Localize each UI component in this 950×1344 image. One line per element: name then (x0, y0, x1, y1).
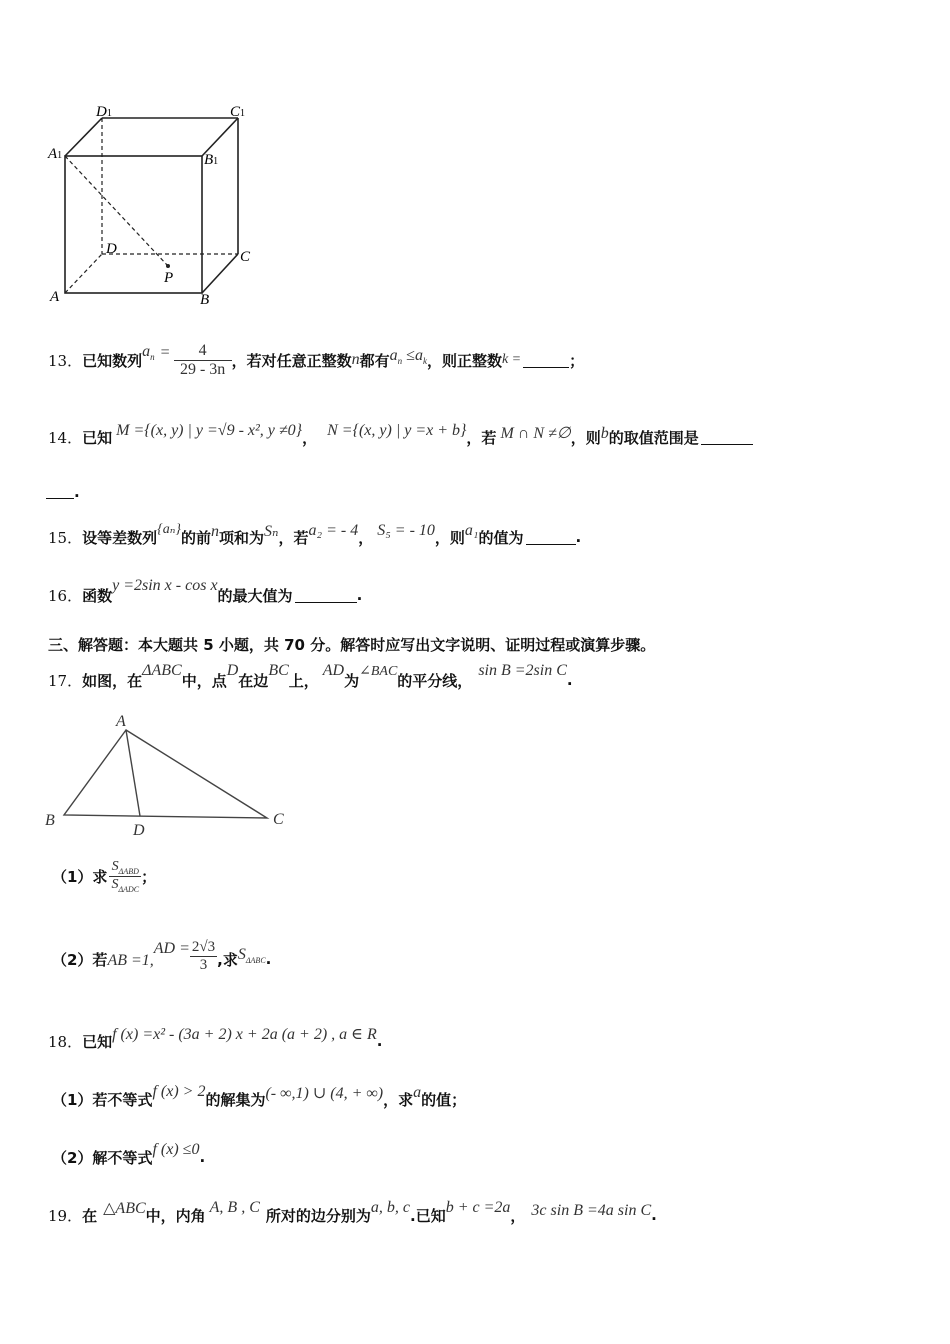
label-c1: C1 (230, 104, 246, 120)
question-14: 14． 已知 M ={(x, y) | y =√9 - x², y ≠0} ， N ={(x, y) | y =x + b} ，若 M ∩ N ≠∅ ，则 b 的取值范围是 (48, 422, 753, 452)
question-16: 16． 函数 y =2sin x - cos x 的最大值为 . (48, 577, 363, 605)
q17-p2-fraction: $\frac{2√3}{3}$ (191, 938, 216, 973)
q13-fraction: $\frac{4}{29 - 3n}$ (174, 342, 232, 379)
q14-answer-blank-b[interactable] (46, 484, 74, 499)
q17-p1-fraction: $\frac{S_{\Delta ABD}}{S_{\Delta ADC}}$ (111, 858, 140, 894)
question-17: 17． 如图，在 ΔABC 中，点 D 在边 BC 上， AD 为 ∠BAC 的平分线， sin B =2sin C . (48, 662, 573, 690)
bisector-ad (126, 730, 140, 816)
label-c: C (240, 249, 251, 265)
question-19: 19． 在 △ABC 中，内角 A, B , C 所对的边分别为 a, b, c .已知 b + c =2a ， 3c sin B =4a sin C . (48, 1199, 657, 1225)
q14-answer-blank-a[interactable] (701, 430, 753, 445)
label-a1: A1 (48, 146, 63, 162)
question-15: 15． 设等差数列 {aₙ} 的前 n 项和为 Sₙ ，若 a₂ = - 4 ， S₅ = - 10 ，则 a₁ 的值为 . (48, 521, 582, 547)
question-18: 18． 已知 f (x) =x² - (3a + 2) x + 2a (a + 2) , a ∈ R . (48, 1026, 383, 1051)
cube-point-p (166, 264, 170, 268)
tri-label-a: A (116, 713, 126, 730)
question-14-cont: . (46, 483, 80, 501)
cube-hidden-ad (65, 254, 102, 293)
label-b1: B1 (204, 152, 219, 168)
q13-answer-blank[interactable] (523, 353, 569, 368)
label-b: B (200, 292, 210, 308)
cube-edge-a1d1 (65, 118, 102, 156)
tri-label-b: B (45, 812, 55, 829)
tri-label-d: D (133, 822, 145, 838)
triangle-figure (40, 708, 300, 838)
question-13: 13． 已知数列 $a_n$ = $\frac{4}{29 - 3n}$ ，若对任意正整数 n 都有 $a_n \le a_k$ ，则正整数 k = ； (48, 341, 585, 378)
q15-answer-blank[interactable] (526, 530, 576, 545)
question-17-part-1: （1）求 $\frac{S_{\Delta ABD}}{S_{\Delta ADC}}$ ； (52, 858, 157, 894)
label-p: P (164, 270, 174, 286)
label-d: D (106, 241, 117, 257)
question-18-part-2: （2）解不等式 f (x) ≤0 . (52, 1141, 206, 1167)
cube-edge-bc (202, 254, 238, 293)
label-d1: D1 (96, 104, 112, 120)
section-3-heading: 三、解答题：本大题共 5 小题，共 70 分。解答时应写出文字说明、证明过程或演算步骤。 (48, 636, 656, 654)
question-18-part-1: （1）若不等式 f (x) > 2 的解集为 (- ∞,1) ∪ (4, + ∞) ，求 a 的值； (52, 1083, 467, 1109)
cube-edge-b1c1 (202, 118, 238, 156)
q16-answer-blank[interactable] (295, 588, 357, 603)
tri-label-c: C (273, 811, 284, 828)
triangle-abc (64, 730, 267, 818)
cube-front-face (65, 156, 202, 293)
question-17-part-2: （2）若 AB =1, AD = $\frac{2√3}{3}$ ,求 $S_{\Delta ABC}$ . (52, 938, 272, 973)
label-a: A (50, 289, 60, 305)
cube-figure (40, 96, 270, 311)
